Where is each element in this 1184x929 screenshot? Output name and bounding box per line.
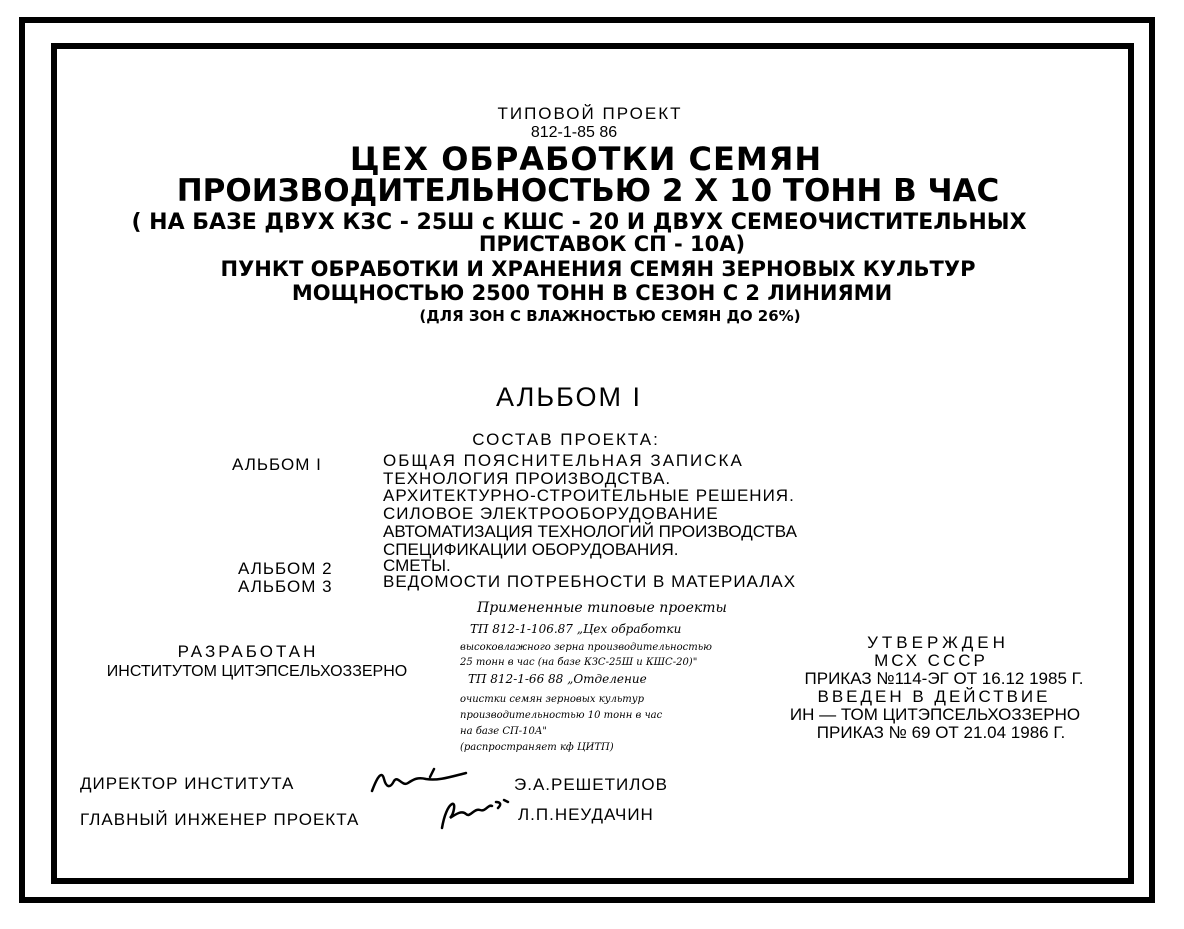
album-1-label: АЛЬБОМ I [232,455,322,474]
approved-ministry: МСХ СССР [874,651,988,670]
applied-heading: Примененные типовые проекты [477,600,727,616]
album-item: СМЕТЫ. [383,556,451,575]
composition-label: СОСТАВ ПРОЕКТА: [472,430,660,449]
applied-line: высоковлажного зерна производительностью [460,642,712,653]
title-line-4: ПРИСТАВОК СП - 10А) [478,232,746,256]
approved-order-2: ПРИКАЗ № 69 ОТ 21.04 1986 Г. [816,723,1066,742]
title-line-3: ( НА БАЗЕ ДВУХ КЗС - 25Ш с КШС - 20 И ДВУХ СЕМЕОЧИСТИТЕЛЬНЫХ [131,210,1027,235]
album-item: АРХИТЕКТУРНО-СТРОИТЕЛЬНЫЕ РЕШЕНИЯ. [383,486,795,505]
engineer-signature-icon [436,796,516,832]
album-item: АВТОМАТИЗАЦИЯ ТЕХНОЛОГИЙ ПРОИЗВОДСТВА [383,522,797,541]
approved-label: УТВЕРЖДЕН [867,633,1009,652]
title-line-2: ПРОИЗВОДИТЕЛЬНОСТЬЮ 2 Х 10 ТОНН В ЧАС [176,173,1000,209]
director-signature-icon [368,767,478,797]
applied-line: ТП 812-1-106.87 „Цех обработки [470,622,682,636]
project-number: 812-1-85 86 [530,124,618,141]
title-line-1: ЦЕХ ОБРАБОТКИ СЕМЯН [349,140,823,178]
album-item: ОБЩАЯ ПОЯСНИТЕЛЬНАЯ ЗАПИСКА [383,451,744,470]
approved-introduced: ВВЕДЕН В ДЕЙСТВИЕ [817,687,1051,706]
album-2-label: АЛЬБОМ 2 [238,559,333,578]
applied-line: ТП 812-1-66 88 „Отделение [468,672,647,686]
album-title: АЛЬБОМ I [496,382,642,412]
approved-order: ПРИКАЗ №114-ЭГ ОТ 16.12 1985 Г. [804,669,1084,688]
title-line-7: (ДЛЯ ЗОН С ВЛАЖНОСТЬЮ СЕМЯН ДО 26%) [419,307,801,325]
applied-line: очистки семян зерновых культур [460,694,644,705]
applied-line: на базе СП-10А" [460,726,547,737]
album-item: СИЛОВОЕ ЭЛЕКТРООБОРУДОВАНИЕ [383,504,719,523]
applied-line: производительностью 10 тонн в час [460,710,663,721]
director-name: Э.А.РЕШЕТИЛОВ [514,775,668,794]
title-line-6: МОЩНОСТЬЮ 2500 ТОНН В СЕЗОН С 2 ЛИНИЯМИ [291,281,893,305]
applied-line: 25 тонн в час (на базе КЗС-25Ш и КШС-20)" [460,657,698,668]
project-type: ТИПОВОЙ ПРОЕКТ [497,104,683,123]
developed-institute: ИНСТИТУТОМ ЦИТЭПСЕЛЬХОЗЗЕРНО [106,663,408,680]
developed-label: РАЗРАБОТАН [177,642,319,661]
director-label: ДИРЕКТОР ИНСТИТУТА [80,774,295,793]
album-item: СПЕЦИФИКАЦИИ ОБОРУДОВАНИЯ. [383,540,679,559]
approved-institute: ИН — ТОМ ЦИТЭПСЕЛЬХОЗЗЕРНО [789,705,1081,724]
title-line-5: ПУНКТ ОБРАБОТКИ И ХРАНЕНИЯ СЕМЯН ЗЕРНОВЫХ КУЛЬТУР [220,257,976,281]
album-item: ТЕХНОЛОГИЯ ПРОИЗВОДСТВА. [383,469,672,488]
album-3-label: АЛЬБОМ 3 [238,577,333,596]
engineer-name: Л.П.НЕУДАЧИН [518,805,654,824]
applied-line: (распространяет кф ЦИТП) [460,742,614,753]
album-item: ВЕДОМОСТИ ПОТРЕБНОСТИ В МАТЕРИАЛАХ [383,572,797,591]
engineer-label: ГЛАВНЫЙ ИНЖЕНЕР ПРОЕКТА [80,810,360,829]
